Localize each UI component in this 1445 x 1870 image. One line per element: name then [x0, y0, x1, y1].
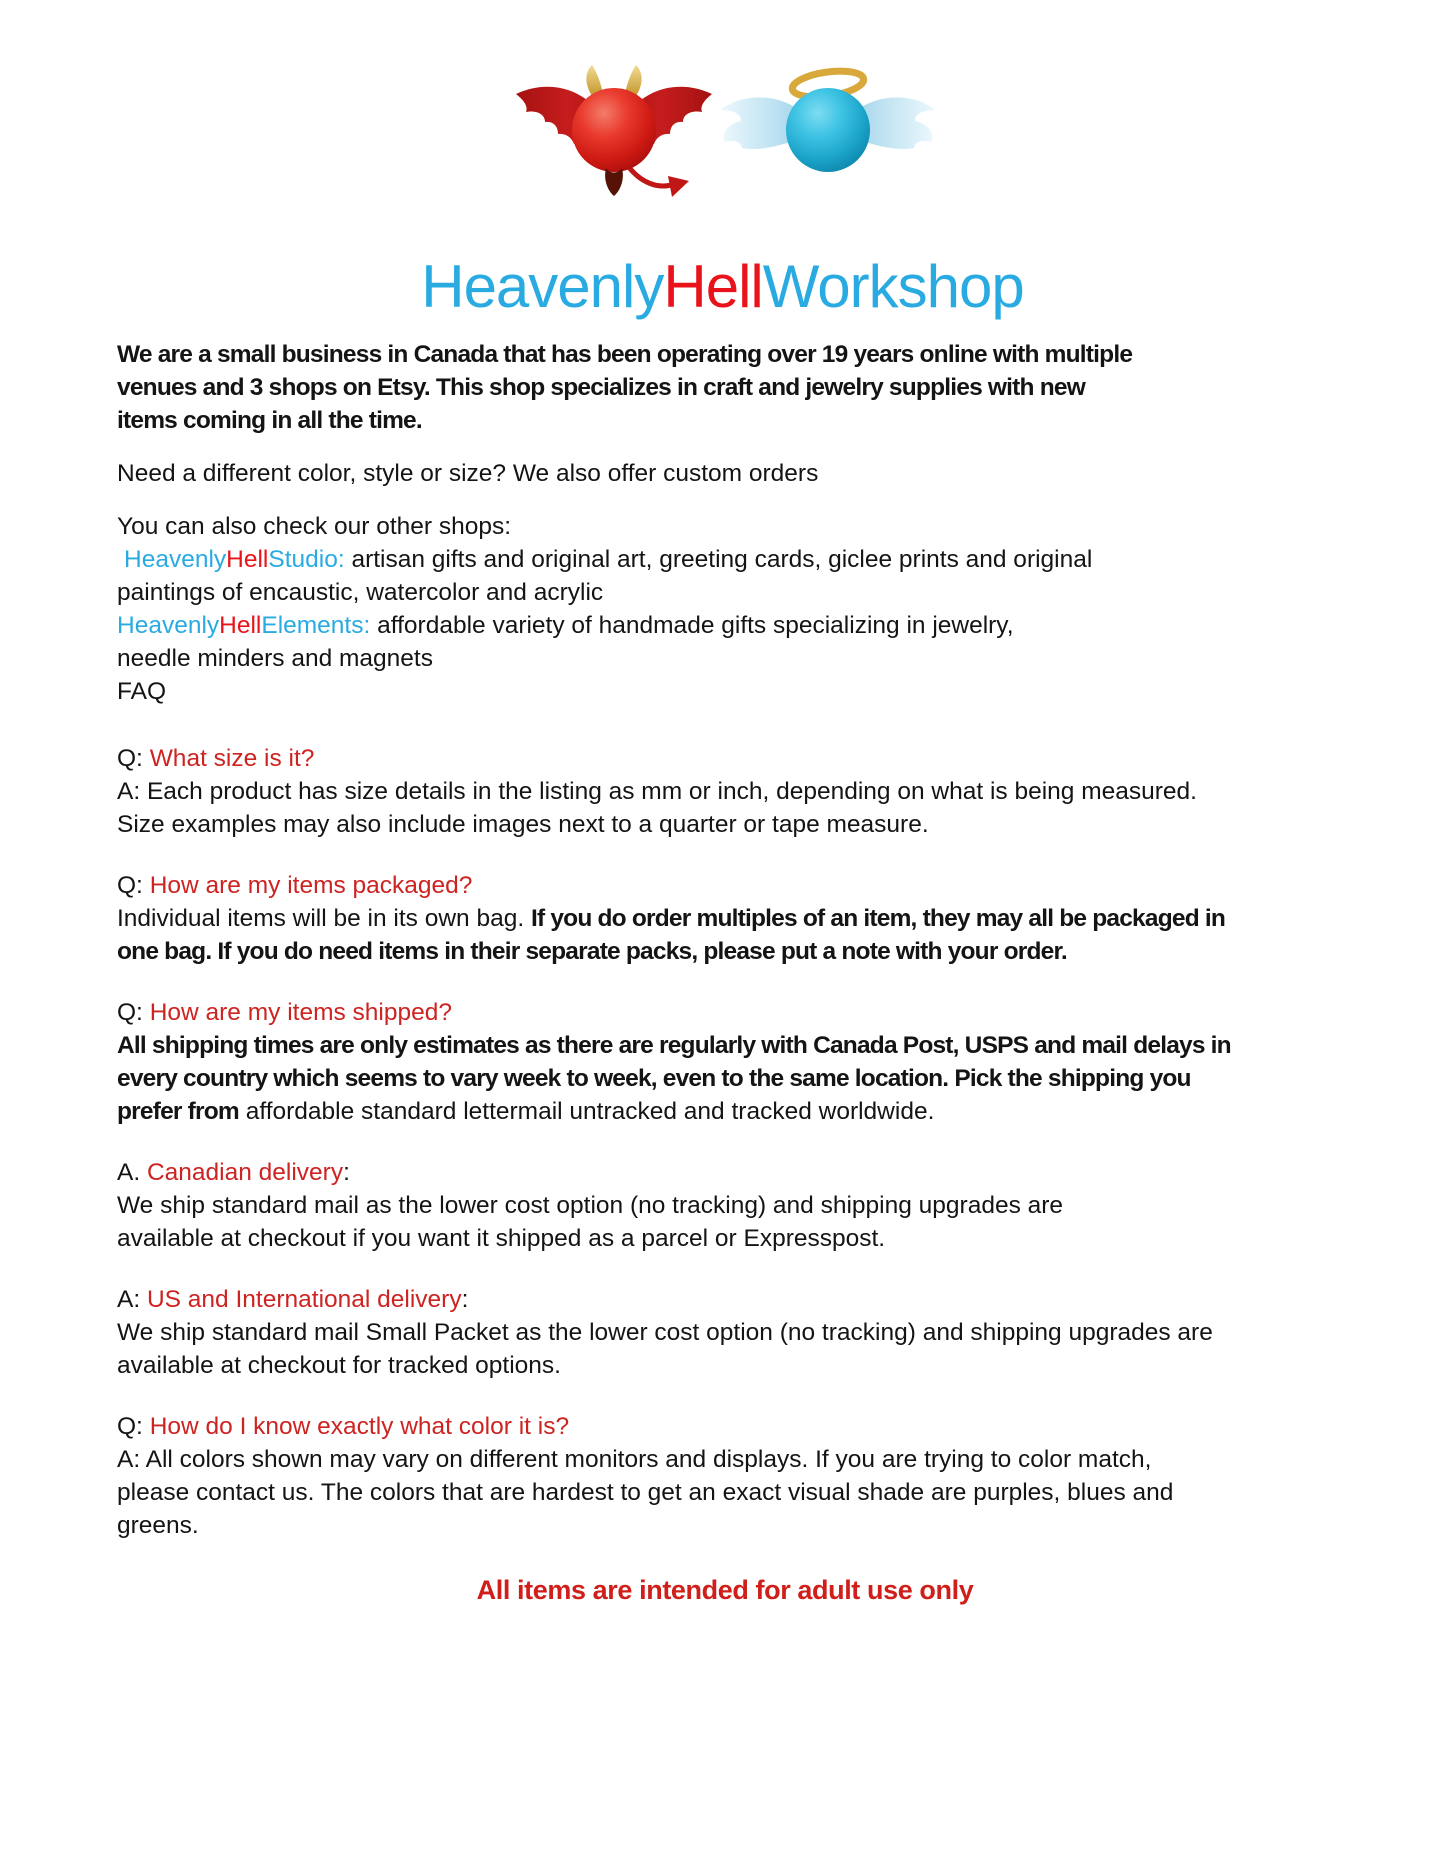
- text-line: venues and 3 shops on Etsy. This shop specializes in craft and jewelry supplies with new: [117, 374, 1085, 401]
- question-line: [117, 1410, 1333, 1443]
- question-prefix: Q:: [117, 745, 143, 772]
- question-text: How are my items packaged?: [149, 872, 473, 899]
- document-body: [117, 338, 1333, 1607]
- question-line: [117, 996, 1333, 1029]
- page-title: [0, 252, 1445, 321]
- question-text: US and International delivery: [146, 1286, 462, 1313]
- question-text: Canadian delivery: [146, 1159, 344, 1186]
- answer-line: greens.: [117, 1512, 199, 1539]
- question-text: How are my items shipped?: [149, 999, 452, 1026]
- answer-line: available at checkout for tracked options.: [117, 1352, 561, 1379]
- shop2-name-link[interactable]: HeavenlyHellElements:: [117, 612, 371, 639]
- question-prefix: Q:: [117, 872, 143, 899]
- question-line: [117, 742, 1333, 775]
- faq-item-size: [117, 742, 1333, 841]
- answer-line: Size examples may also include images next to a quarter or tape measure.: [117, 811, 929, 838]
- text-line: items coming in all the time.: [117, 407, 422, 434]
- shop2-description: affordable variety of handmade gifts specializing in jewelry,: [377, 612, 1014, 639]
- answer-line: available at checkout if you want it shipped as a parcel or Expresspost.: [117, 1225, 886, 1252]
- question-suffix: :: [343, 1159, 350, 1186]
- answer-line: A: Each product has size details in the listing as mm or inch, depending on what is being measured.: [117, 778, 1197, 805]
- question-line: [117, 1283, 1333, 1316]
- devil-and-angel-logo: [508, 64, 938, 198]
- answer-line: We ship standard mail as the lower cost option (no tracking) and shipping upgrades are: [117, 1192, 1064, 1219]
- question-text: How do I know exactly what color it is?: [149, 1413, 570, 1440]
- answer-line: We ship standard mail Small Packet as the lower cost option (no tracking) and shipping upgrades are: [117, 1319, 1213, 1346]
- custom-orders-paragraph: [117, 457, 1333, 490]
- shop2-line: [117, 609, 1333, 642]
- faq-item-us-international-delivery: [117, 1283, 1333, 1382]
- question-suffix: :: [461, 1286, 469, 1313]
- question-prefix: Q:: [117, 999, 143, 1026]
- shops-heading: You can also check our other shops:: [117, 513, 512, 540]
- question-prefix: A.: [117, 1159, 141, 1186]
- faq-label: FAQ: [117, 678, 167, 705]
- adult-use-notice: All items are intended for adult use only: [476, 1575, 974, 1605]
- answer-line: Individual items will be in its own bag. If you do order multiples of an item, they may all be packaged in: [117, 905, 1226, 932]
- text-line: We are a small business in Canada that has been operating over 19 years online with multiple: [117, 341, 1133, 368]
- question-prefix: A:: [117, 1286, 141, 1313]
- answer-line: All shipping times are only estimates as there are regularly with Canada Post, USPS and mail delays in: [117, 1032, 1231, 1059]
- answer-line: every country which seems to vary week to week, even to the same location. Pick the shipping you: [117, 1065, 1191, 1092]
- question-line: [117, 869, 1333, 902]
- answer-line: A: All colors shown may vary on different monitors and displays. If you are trying to color match,: [117, 1446, 1152, 1473]
- intro-paragraph: [117, 338, 1333, 437]
- text-line: needle minders and magnets: [117, 645, 433, 672]
- answer-line: prefer from affordable standard lettermail untracked and tracked worldwide.: [117, 1098, 935, 1125]
- answer-line: please contact us. The colors that are hardest to get an exact visual shade are purples, blues and: [117, 1479, 1174, 1506]
- text-line: paintings of encaustic, watercolor and acrylic: [117, 579, 604, 606]
- faq-item-packaging: [117, 869, 1333, 968]
- shop-logo: [0, 64, 1445, 198]
- devil-icon: [516, 65, 712, 197]
- other-shops-section: [117, 510, 1333, 708]
- shop1-name-link[interactable]: HeavenlyHellStudio:: [124, 546, 345, 573]
- question-prefix: Q:: [117, 1413, 143, 1440]
- answer-line: one bag. If you do need items in their separate packs, please put a note with your order.: [117, 938, 1067, 965]
- title-workshop: Workshop: [762, 253, 1024, 320]
- title-heavenly: Heavenly: [421, 253, 664, 320]
- angel-icon: [720, 67, 936, 172]
- text-line: Need a different color, style or size? We also offer custom orders: [117, 460, 819, 487]
- faq-item-color: [117, 1410, 1333, 1542]
- shop1-line: [117, 543, 1333, 576]
- shop1-description: artisan gifts and original art, greeting cards, giclee prints and original: [351, 546, 1093, 573]
- faq-item-shipping: [117, 996, 1333, 1128]
- question-text: What size is it?: [149, 745, 315, 772]
- title-hell: Hell: [663, 253, 763, 320]
- faq-item-canadian-delivery: [117, 1156, 1333, 1255]
- question-line: [117, 1156, 1333, 1189]
